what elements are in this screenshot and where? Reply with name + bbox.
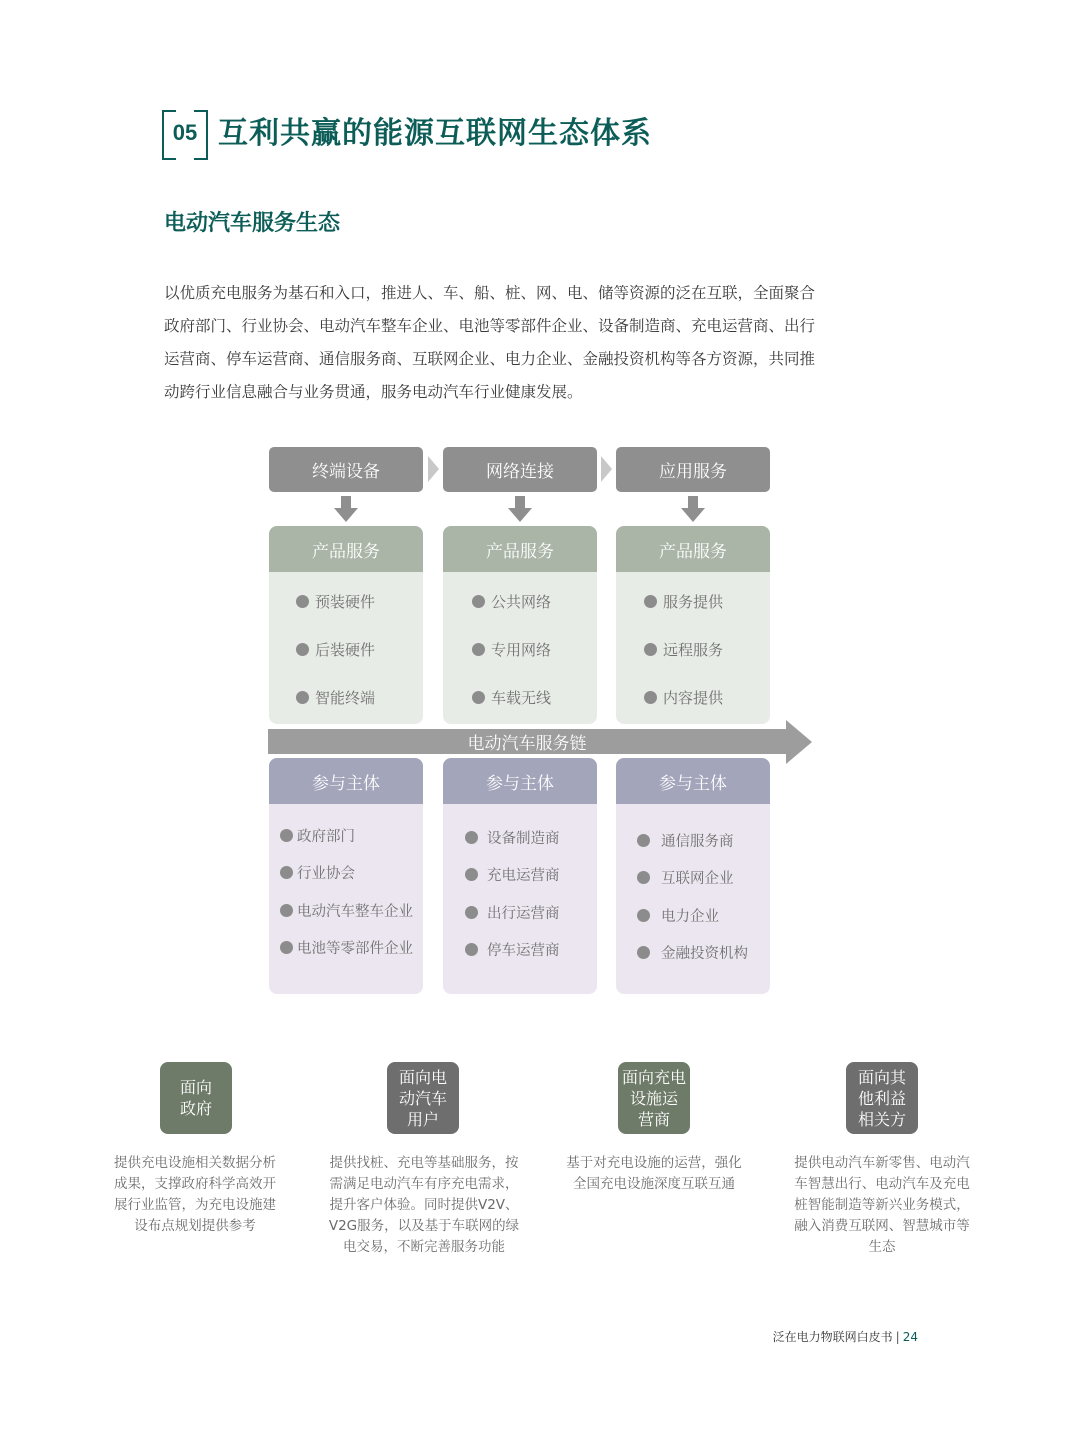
- product-item: [472, 639, 551, 660]
- bullet-dot-icon: [637, 946, 650, 959]
- panel-heading: 产品服务: [616, 526, 770, 572]
- product-item: [644, 639, 723, 660]
- bullet-dot-icon: [472, 595, 485, 608]
- chevron-right-icon: [601, 456, 612, 482]
- audience-description: 基于对充电设施的运营，强化 全国充电设施深度互联互通: [566, 1155, 742, 1192]
- product-item-label: 远程服务: [663, 641, 724, 659]
- participant-item: [280, 825, 355, 846]
- bullet-dot-icon: [644, 595, 657, 608]
- category-box-network: 网络连接: [443, 447, 597, 492]
- product-item: [644, 591, 723, 612]
- participant-item-label: 设备制造商: [487, 831, 560, 847]
- category-box-application: 应用服务: [616, 447, 770, 492]
- intro-paragraph: [164, 277, 924, 409]
- audience-box-other-stakeholders: 面向其 他利益 相关方: [846, 1062, 918, 1134]
- bullet-dot-icon: [296, 595, 309, 608]
- audience-box-ev-users: 面向电 动汽车 用户: [387, 1062, 459, 1134]
- participant-item: [637, 905, 719, 926]
- bracket-left-icon: [162, 110, 176, 160]
- bullet-dot-icon: [280, 904, 293, 917]
- product-item: [472, 591, 551, 612]
- panel-heading: 参与主体: [616, 758, 770, 804]
- product-item: [296, 639, 375, 660]
- participant-item: [465, 939, 560, 960]
- participant-item-label: 金融投资机构: [661, 946, 748, 962]
- arrow-down-icon: [334, 496, 358, 522]
- bullet-dot-icon: [465, 868, 478, 881]
- participant-item-label: 电池等零部件企业: [297, 941, 413, 957]
- footer-separator: |: [895, 1330, 900, 1344]
- audience-box-government: 面向 政府: [160, 1062, 232, 1134]
- bullet-dot-icon: [465, 831, 478, 844]
- page-footer: [700, 1328, 918, 1345]
- participant-item-label: 电动汽车整车企业: [297, 904, 413, 920]
- bullet-dot-icon: [280, 866, 293, 879]
- bullet-dot-icon: [637, 871, 650, 884]
- chevron-right-icon: [428, 456, 439, 482]
- product-item: [644, 687, 723, 708]
- doc-name: 泛在电力物联网白皮书: [772, 1330, 893, 1344]
- participant-item: [280, 900, 413, 921]
- product-item-label: 内容提供: [663, 689, 724, 707]
- panel-heading: 参与主体: [443, 758, 597, 804]
- intro-line: 运营商、停车运营商、通信服务商、互联网企业、电力企业、金融投资机构等各方资源，共同推: [164, 350, 816, 368]
- participant-item: [465, 827, 560, 848]
- participant-item: [465, 864, 560, 885]
- panel-heading: 产品服务: [443, 526, 597, 572]
- participant-item: [465, 902, 560, 923]
- section-title: 互利共赢的能源互联网生态体系: [218, 116, 652, 151]
- bullet-dot-icon: [465, 943, 478, 956]
- product-item-label: 专用网络: [491, 641, 552, 659]
- intro-line: 政府部门、行业协会、电动汽车整车企业、电池等零部件企业、设备制造商、充电运营商、出行: [164, 317, 816, 335]
- audience-description: 提供充电设施相关数据分析 成果，支撑政府科学高效开 展行业监管，为充电设施建 设布点规划提供参考: [114, 1155, 276, 1234]
- bullet-dot-icon: [296, 691, 309, 704]
- product-item-label: 公共网络: [491, 593, 552, 611]
- product-item: [296, 591, 375, 612]
- section-number-text: 05: [172, 120, 198, 145]
- arrow-right-icon: [786, 720, 812, 764]
- page-number: 24: [902, 1330, 918, 1344]
- bullet-dot-icon: [296, 643, 309, 656]
- participant-item-label: 停车运营商: [487, 943, 560, 959]
- service-chain-label: 电动汽车服务链: [467, 734, 587, 754]
- participant-item-label: 出行运营商: [487, 906, 560, 922]
- participant-item-label: 行业协会: [297, 866, 355, 882]
- participant-item: [637, 830, 734, 851]
- product-item-label: 预装硬件: [315, 593, 376, 611]
- product-item-label: 服务提供: [663, 593, 724, 611]
- participant-item: [637, 942, 748, 963]
- participant-item-label: 电力企业: [661, 909, 719, 925]
- audience-description: 提供电动汽车新零售、电动汽 车智慧出行、电动汽车及充电 桩智能制造等新兴业务模式， 融入消费互联网、智慧城市等 生态: [794, 1155, 970, 1255]
- product-item: [472, 687, 551, 708]
- participant-item: [637, 867, 734, 888]
- bullet-dot-icon: [644, 643, 657, 656]
- product-item-label: 车载无线: [491, 689, 552, 707]
- participant-item: [280, 937, 413, 958]
- bullet-dot-icon: [472, 691, 485, 704]
- bullet-dot-icon: [472, 643, 485, 656]
- product-item: [296, 687, 375, 708]
- bullet-dot-icon: [280, 829, 293, 842]
- panel-heading: 参与主体: [269, 758, 423, 804]
- participant-item-label: 通信服务商: [661, 834, 734, 850]
- participant-item-label: 政府部门: [297, 829, 355, 845]
- sub-title: 电动汽车服务生态: [164, 211, 341, 236]
- arrow-down-icon: [508, 496, 532, 522]
- audience-box-charging-operators: 面向充电 设施运 营商: [618, 1062, 690, 1134]
- intro-line: 以优质充电服务为基石和入口，推进人、车、船、桩、网、电、储等资源的泛在互联，全面聚合: [164, 284, 816, 302]
- bracket-right-icon: [194, 110, 208, 160]
- bullet-dot-icon: [637, 909, 650, 922]
- panel-heading: 产品服务: [269, 526, 423, 572]
- category-box-terminal: 终端设备: [269, 447, 423, 492]
- bullet-dot-icon: [465, 906, 478, 919]
- participant-item: [280, 862, 355, 883]
- participant-item-label: 充电运营商: [487, 868, 560, 884]
- bullet-dot-icon: [280, 941, 293, 954]
- arrow-down-icon: [681, 496, 705, 522]
- participant-item-label: 互联网企业: [661, 871, 734, 887]
- bullet-dot-icon: [644, 691, 657, 704]
- audience-description: 提供找桩、充电等基础服务，按 需满足电动汽车有序充电需求， 提升客户体验。同时提供V2V、 V2G服务，以及基于车联网的绿 电交易，不断完善服务功能: [328, 1155, 520, 1255]
- product-item-label: 后装硬件: [315, 641, 376, 659]
- section-number: [162, 110, 208, 156]
- bullet-dot-icon: [637, 834, 650, 847]
- intro-line: 动跨行业信息融合与业务贯通，服务电动汽车行业健康发展。: [164, 383, 583, 401]
- product-item-label: 智能终端: [315, 689, 376, 707]
